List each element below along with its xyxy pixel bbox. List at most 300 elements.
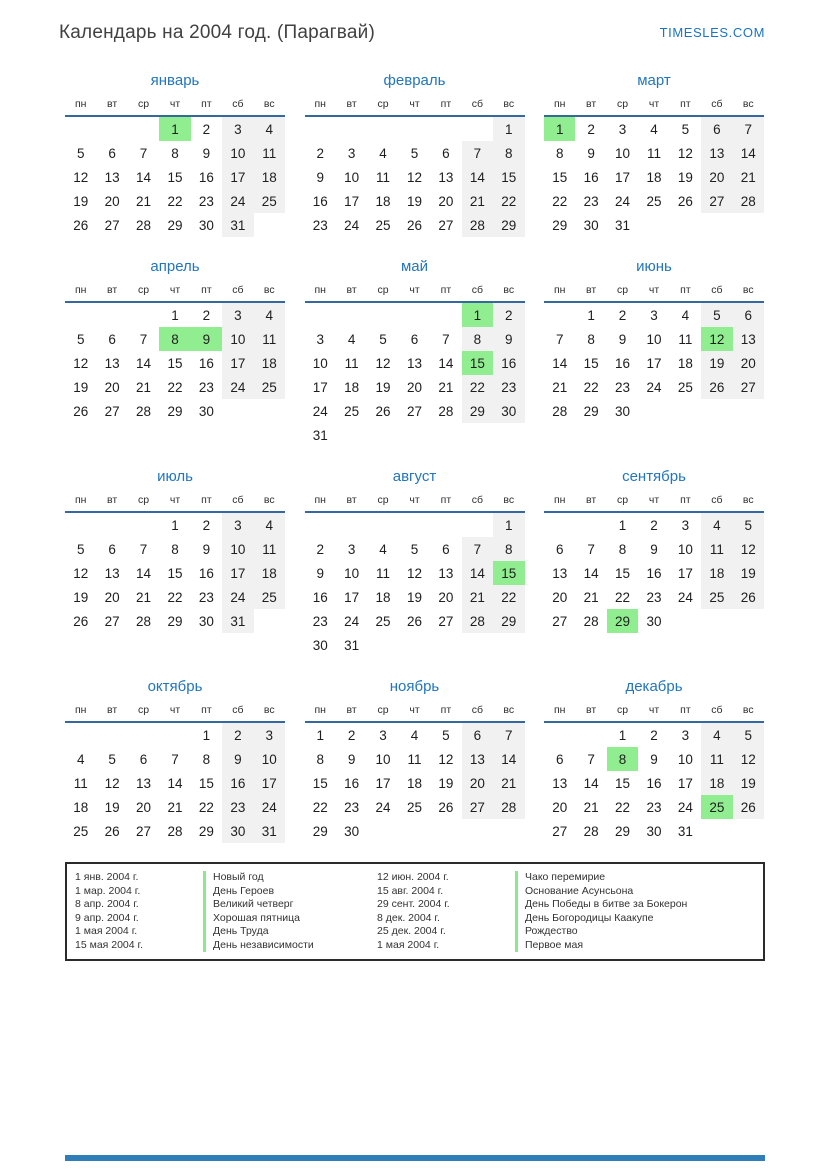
day-cell: 8: [171, 145, 179, 161]
weekday-header: сб: [471, 98, 483, 110]
weekday-header: пн: [314, 704, 326, 716]
day-cell: 22: [583, 379, 599, 395]
day-cell: 26: [733, 795, 764, 819]
legend-date: 15 авг. 2004 г.: [377, 884, 444, 897]
weekday-header: чт: [169, 494, 181, 506]
month-days: [544, 513, 764, 633]
day-cell: 18: [677, 355, 693, 371]
day-cell: 25: [254, 375, 285, 399]
legend-date: 25 дек. 2004 г.: [377, 925, 446, 937]
legend-date: 1 мая 2004 г.: [75, 925, 138, 937]
empty-day-cell: [462, 819, 493, 843]
legend-holiday-name: Великий четверг: [203, 898, 377, 912]
day-cell: 22: [167, 589, 183, 605]
weekday-header-row: [544, 97, 764, 117]
day-cell: 12: [73, 565, 89, 581]
empty-day-cell: [254, 399, 285, 423]
day-cell: 16: [646, 775, 662, 791]
day-cell: 5: [442, 727, 450, 743]
day-cell: 30: [615, 403, 631, 419]
day-cell: 10: [615, 145, 631, 161]
day-cell: 27: [733, 375, 764, 399]
day-cell: 20: [701, 165, 732, 189]
empty-day-cell: [430, 423, 461, 447]
day-cell: 23: [312, 217, 328, 233]
day-cell: 9: [493, 327, 524, 351]
day-cell: 18: [254, 561, 285, 585]
day-cell: 5: [76, 541, 85, 557]
day-cell: 23: [615, 379, 631, 395]
day-cell: 11: [701, 537, 732, 561]
weekday-header: пт: [440, 284, 452, 296]
day-cell: 3: [316, 331, 324, 347]
empty-day-cell: [367, 633, 398, 657]
day-cell: 8: [493, 537, 524, 561]
day-cell: 15: [167, 355, 183, 371]
legend-holiday-name: День Победы в битве за Бокерон: [515, 898, 753, 912]
weekday-header: вс: [263, 494, 275, 506]
day-cell: 28: [167, 823, 183, 839]
day-cell: 25: [254, 585, 285, 609]
legend-row: [75, 925, 753, 939]
weekday-header: чт: [169, 284, 181, 296]
day-cell: 3: [222, 513, 253, 537]
day-cell: 1: [544, 117, 575, 141]
day-cell: 14: [462, 561, 493, 585]
weekday-header: вт: [107, 284, 118, 296]
legend-date: 15 мая 2004 г.: [75, 938, 143, 951]
month-title: апрель: [150, 258, 200, 275]
weekday-header-row: [65, 97, 285, 117]
day-cell: 27: [136, 823, 152, 839]
day-cell: 24: [646, 379, 662, 395]
day-cell: 14: [583, 565, 599, 581]
day-cell: 13: [552, 775, 568, 791]
day-cell: 26: [701, 375, 732, 399]
day-cell: 11: [701, 747, 732, 771]
day-cell: 22: [462, 375, 493, 399]
day-cell: 10: [312, 355, 328, 371]
day-cell: 19: [406, 589, 422, 605]
empty-day-cell: [96, 723, 127, 747]
empty-day-cell: [367, 117, 398, 141]
month-days: [65, 723, 285, 843]
legend-holiday-name: День Героев: [203, 885, 377, 899]
day-cell: 7: [139, 541, 148, 557]
day-cell: 24: [222, 375, 253, 399]
weekday-header: вт: [346, 284, 357, 296]
weekday-header: вс: [742, 704, 754, 716]
day-cell: 22: [552, 193, 568, 209]
legend-holiday-name: Рождество: [515, 925, 753, 939]
day-cell: 13: [701, 141, 732, 165]
weekday-header: вс: [503, 98, 515, 110]
day-cell: 6: [733, 303, 764, 327]
empty-day-cell: [65, 513, 96, 537]
day-cell: 18: [344, 379, 360, 395]
weekday-header: вс: [742, 284, 754, 296]
month-block: [65, 256, 285, 423]
weekday-header-row: [544, 493, 764, 513]
day-cell: 14: [493, 747, 524, 771]
empty-day-cell: [544, 303, 575, 327]
legend-date: 29 сент. 2004 г.: [377, 898, 450, 910]
day-cell: 10: [222, 141, 253, 165]
day-cell: 15: [615, 775, 631, 791]
empty-day-cell: [367, 423, 398, 447]
day-cell: 29: [552, 217, 568, 233]
day-cell: 1: [618, 727, 627, 743]
legend-holiday-name: День Богородицы Каакупе: [515, 912, 753, 926]
day-cell: 13: [733, 327, 764, 351]
day-cell: 9: [650, 541, 658, 557]
empty-day-cell: [462, 423, 493, 447]
day-cell: 6: [108, 541, 116, 557]
day-cell: 23: [344, 799, 360, 815]
weekday-header: пн: [74, 98, 87, 110]
day-cell: 22: [493, 585, 524, 609]
day-cell: 11: [646, 145, 661, 161]
day-cell: 29: [462, 399, 493, 423]
day-cell: 14: [167, 775, 183, 791]
day-cell: 9: [587, 145, 595, 161]
weekday-header: вс: [742, 98, 754, 110]
day-cell: 26: [104, 823, 120, 839]
day-cell: 7: [462, 141, 493, 165]
legend-row: [75, 871, 753, 885]
month-title: июнь: [636, 258, 672, 275]
day-cell: 19: [733, 771, 764, 795]
weekday-header: ср: [617, 284, 629, 296]
weekday-header: ср: [617, 704, 629, 716]
weekday-header: вт: [586, 98, 597, 110]
day-cell: 21: [733, 165, 764, 189]
weekday-header: пт: [440, 704, 452, 716]
month-title: март: [637, 72, 671, 89]
day-cell: 28: [136, 403, 152, 419]
page-title: Календарь на 2004 год. (Парагвай): [59, 22, 375, 43]
legend-holiday-name: Основание Асунсьона: [515, 885, 753, 899]
day-cell: 20: [462, 771, 493, 795]
day-cell: 5: [733, 513, 764, 537]
day-cell: 10: [344, 565, 360, 581]
weekday-header: вс: [742, 494, 754, 506]
empty-day-cell: [65, 723, 96, 747]
day-cell: 1: [316, 727, 324, 743]
day-cell: 31: [222, 609, 253, 633]
day-cell: 28: [438, 403, 454, 419]
month-block: [65, 466, 285, 633]
day-cell: 3: [222, 303, 253, 327]
day-cell: 2: [316, 541, 324, 557]
day-cell: 4: [681, 307, 690, 323]
day-cell: 17: [222, 561, 253, 585]
day-cell: 4: [701, 723, 732, 747]
weekday-header: пт: [201, 284, 212, 296]
weekday-header: вс: [503, 494, 515, 506]
day-cell: 21: [493, 771, 524, 795]
day-cell: 26: [73, 403, 89, 419]
day-cell: 28: [462, 609, 493, 633]
month-block: [544, 466, 764, 633]
weekday-header: сб: [232, 98, 244, 110]
day-cell: 11: [254, 141, 285, 165]
day-cell: 23: [312, 613, 328, 629]
empty-day-cell: [305, 117, 336, 141]
empty-day-cell: [254, 213, 285, 237]
empty-day-cell: [701, 819, 732, 843]
day-cell: 22: [615, 799, 631, 815]
day-cell: 3: [650, 307, 658, 323]
day-cell: 31: [677, 823, 693, 839]
day-cell: 25: [73, 823, 89, 839]
day-cell: 15: [583, 355, 599, 371]
weekday-header-row: [305, 493, 525, 513]
day-cell: 4: [76, 751, 85, 767]
weekday-header: вт: [107, 494, 118, 506]
day-cell: 7: [462, 537, 493, 561]
day-cell: 23: [583, 193, 599, 209]
day-cell: 3: [347, 541, 356, 557]
legend-holiday-name: День независимости: [203, 939, 377, 953]
weekday-header: вс: [263, 98, 275, 110]
day-cell: 9: [316, 169, 324, 185]
day-cell: 18: [375, 589, 391, 605]
weekday-header: сб: [471, 704, 483, 716]
day-cell: 6: [701, 117, 732, 141]
day-cell: 15: [462, 351, 493, 375]
day-cell: 7: [733, 117, 764, 141]
day-cell: 4: [701, 513, 732, 537]
day-cell: 29: [607, 609, 638, 633]
day-cell: 23: [646, 589, 662, 605]
day-cell: 5: [379, 331, 387, 347]
day-cell: 31: [312, 427, 328, 443]
day-cell: 9: [202, 145, 211, 161]
empty-day-cell: [96, 513, 127, 537]
month-block: [65, 70, 285, 237]
empty-day-cell: [493, 819, 524, 843]
weekday-header: чт: [169, 704, 181, 716]
day-cell: 11: [344, 355, 359, 371]
month-title: июль: [157, 468, 193, 485]
day-cell: 21: [136, 379, 152, 395]
day-cell: 5: [108, 751, 116, 767]
legend-holiday-name: День Труда: [203, 925, 377, 939]
day-cell: 13: [104, 355, 120, 371]
day-cell: 29: [167, 403, 183, 419]
day-cell: 23: [222, 795, 253, 819]
weekday-header: чт: [648, 98, 660, 110]
empty-day-cell: [430, 633, 461, 657]
day-cell: 17: [222, 165, 253, 189]
day-cell: 30: [312, 637, 328, 653]
empty-day-cell: [65, 303, 96, 327]
day-cell: 18: [701, 561, 732, 585]
day-cell: 15: [493, 561, 524, 585]
legend-date: 12 июн. 2004 г.: [377, 871, 449, 883]
day-cell: 1: [171, 517, 179, 533]
weekday-header: ср: [377, 494, 389, 506]
weekday-header: пн: [74, 284, 87, 296]
day-cell: 21: [583, 799, 599, 815]
day-cell: 17: [254, 771, 285, 795]
day-cell: 15: [552, 169, 568, 185]
brand-link[interactable]: TIMESLES.COM: [659, 25, 765, 40]
day-cell: 14: [583, 775, 599, 791]
weekday-header: пт: [201, 494, 212, 506]
day-cell: 29: [493, 213, 524, 237]
month-title: сентябрь: [622, 468, 686, 485]
day-cell: 7: [442, 331, 450, 347]
day-cell: 18: [254, 351, 285, 375]
day-cell: 11: [376, 169, 391, 185]
day-cell: 15: [167, 169, 183, 185]
day-cell: 30: [222, 819, 253, 843]
day-cell: 10: [646, 331, 662, 347]
day-cell: 23: [198, 193, 214, 209]
weekday-header: ср: [138, 284, 150, 296]
empty-day-cell: [65, 117, 96, 141]
weekday-header: вт: [107, 704, 118, 716]
empty-day-cell: [336, 423, 367, 447]
day-cell: 29: [583, 403, 599, 419]
empty-day-cell: [430, 819, 461, 843]
day-cell: 23: [493, 375, 524, 399]
day-cell: 5: [410, 145, 419, 161]
day-cell: 7: [139, 331, 148, 347]
day-cell: 2: [650, 727, 658, 743]
day-cell: 12: [701, 327, 732, 351]
day-cell: 2: [587, 121, 595, 137]
day-cell: 12: [73, 355, 89, 371]
day-cell: 16: [312, 589, 328, 605]
day-cell: 26: [73, 217, 89, 233]
day-cell: 16: [493, 351, 524, 375]
day-cell: 24: [677, 589, 693, 605]
day-cell: 31: [344, 637, 360, 653]
day-cell: 3: [347, 145, 356, 161]
day-cell: 6: [108, 145, 116, 161]
day-cell: 22: [167, 193, 183, 209]
day-cell: 27: [104, 217, 120, 233]
empty-day-cell: [399, 819, 430, 843]
day-cell: 26: [438, 799, 454, 815]
month-title: январь: [150, 72, 200, 89]
day-cell: 29: [167, 613, 183, 629]
day-cell: 13: [136, 775, 152, 791]
weekday-header: пт: [680, 284, 691, 296]
day-cell: 3: [618, 121, 627, 137]
day-cell: 7: [555, 331, 564, 347]
day-cell: 15: [615, 565, 631, 581]
day-cell: 20: [438, 589, 454, 605]
empty-day-cell: [575, 723, 606, 747]
day-cell: 26: [73, 613, 89, 629]
day-cell: 17: [615, 169, 631, 185]
weekday-header: чт: [169, 98, 181, 110]
empty-day-cell: [462, 513, 493, 537]
day-cell: 24: [375, 799, 391, 815]
day-cell: 19: [73, 193, 89, 209]
empty-day-cell: [493, 633, 524, 657]
day-cell: 28: [583, 613, 599, 629]
day-cell: 24: [344, 613, 360, 629]
weekday-header-row: [65, 703, 285, 723]
day-cell: 25: [406, 799, 422, 815]
day-cell: 18: [254, 165, 285, 189]
empty-day-cell: [399, 303, 430, 327]
day-cell: 10: [254, 747, 285, 771]
month-title: декабрь: [625, 678, 683, 695]
day-cell: 13: [438, 169, 454, 185]
legend-date: 1 янв. 2004 г.: [75, 871, 139, 883]
day-cell: 15: [198, 775, 214, 791]
day-cell: 10: [375, 751, 391, 767]
day-cell: 5: [733, 723, 764, 747]
month-block: [305, 676, 525, 843]
month-block: [544, 256, 764, 423]
empty-day-cell: [638, 213, 669, 237]
weekday-header: чт: [648, 704, 660, 716]
legend-row: [75, 939, 753, 953]
day-cell: 11: [254, 537, 285, 561]
day-cell: 22: [615, 589, 631, 605]
day-cell: 29: [312, 823, 328, 839]
weekday-header: чт: [409, 494, 420, 506]
day-cell: 19: [438, 775, 454, 791]
day-cell: 13: [406, 355, 422, 371]
day-cell: 24: [615, 193, 631, 209]
day-cell: 10: [222, 327, 253, 351]
day-cell: 7: [139, 145, 148, 161]
day-cell: 12: [73, 169, 89, 185]
empty-day-cell: [367, 513, 398, 537]
day-cell: 30: [344, 823, 360, 839]
weekday-header: вт: [346, 98, 357, 110]
month-block: [544, 676, 764, 843]
day-cell: 24: [312, 403, 328, 419]
day-cell: 20: [552, 799, 568, 815]
month-block: [305, 256, 525, 447]
month-days: [305, 117, 525, 237]
weekday-header-row: [65, 283, 285, 303]
day-cell: 30: [646, 823, 662, 839]
month-block: [305, 466, 525, 657]
month-days: [305, 513, 525, 657]
day-cell: 20: [438, 193, 454, 209]
day-cell: 29: [167, 217, 183, 233]
weekday-header: пт: [440, 98, 452, 110]
day-cell: 12: [733, 747, 764, 771]
day-cell: 12: [406, 565, 422, 581]
legend-row: [75, 912, 753, 926]
weekday-header: ср: [377, 98, 389, 110]
day-cell: 19: [677, 169, 693, 185]
day-cell: 3: [681, 727, 690, 743]
weekday-header-row: [544, 283, 764, 303]
day-cell: 18: [375, 193, 391, 209]
weekday-header: сб: [711, 494, 723, 506]
day-cell: 31: [222, 213, 253, 237]
weekday-header: ср: [138, 704, 150, 716]
weekday-header: пн: [553, 284, 566, 296]
day-cell: 30: [198, 217, 214, 233]
day-cell: 6: [462, 723, 493, 747]
legend-date: 8 апр. 2004 г.: [75, 898, 139, 910]
day-cell: 2: [202, 307, 211, 323]
day-cell: 21: [462, 585, 493, 609]
